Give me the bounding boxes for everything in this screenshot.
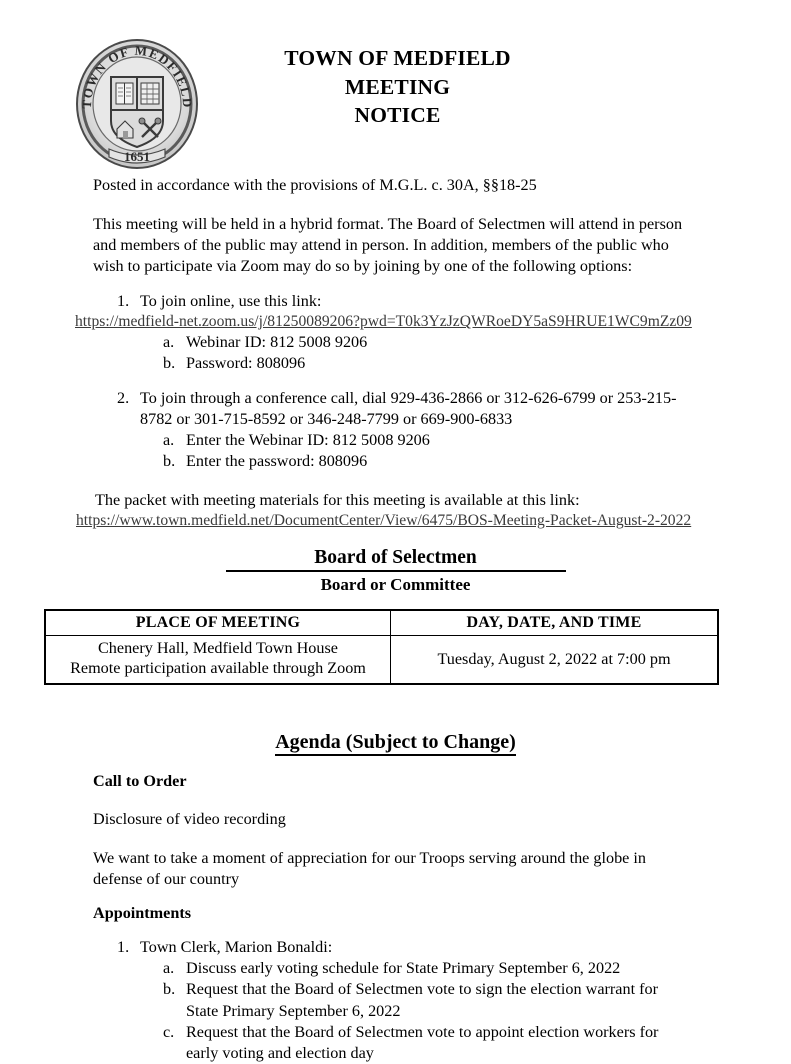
document-body	[0, 175, 791, 1064]
agenda-title	[0, 731, 791, 754]
list-marker: 2.	[117, 388, 130, 407]
agenda-item-1-text: Town Clerk, Marion Bonaldi:	[140, 938, 333, 957]
agenda-item-1b-text: Request that the Board of Selectmen vote to sign the election warrant for State Primary September 6, 2022	[186, 980, 658, 1020]
document-header	[0, 0, 791, 175]
svg-text:1651: 1651	[124, 149, 150, 164]
agenda-item-1c-text: Request that the Board of Selectmen vote to appoint election workers for early voting and election day	[186, 1022, 659, 1062]
join-option-2-text: To join through a conference call, dial 929-436-2866 or 312-626-6799 or 253-215-8782 or 301-715-8592 or 346-248-7799 or 669-900-6833	[140, 388, 677, 428]
title-line-1: TOWN OF MEDFIELD	[284, 46, 511, 70]
agenda-title-text: Agenda (Subject to Change)	[275, 731, 516, 756]
list-marker: 1.	[117, 938, 130, 957]
place-line-2: Remote participation available through Zoom	[70, 659, 366, 678]
svg-text:TOWN OF MEDFIELD: TOWN OF MEDFIELD	[78, 42, 196, 110]
join-option-1-text: To join online, use this link:	[140, 292, 322, 311]
join-option-1b	[163, 353, 693, 374]
list-marker: a.	[163, 332, 175, 351]
join-option-2b	[163, 451, 693, 472]
packet-text: The packet with meeting materials for this meeting is available at this link:	[95, 491, 580, 510]
disclosure-text: Disclosure of video recording	[93, 810, 286, 829]
agenda-item-1	[117, 937, 697, 958]
packet-link-line	[76, 511, 726, 530]
place-line-1: Chenery Hall, Medfield Town House	[98, 639, 338, 657]
zoom-meeting-link[interactable]: https://medfield-net.zoom.us/j/81250089206?pwd=T0k3YzJzQWRoeDY5aS9HRUE1WC9mZz09	[75, 313, 692, 331]
cell-day-date-time: Tuesday, August 2, 2022 at 7:00 pm	[391, 636, 719, 684]
agenda-item-1a	[163, 958, 693, 979]
posted-notice: Posted in accordance with the provisions of M.G.L. c. 30A, §§18-25	[93, 176, 537, 194]
document-title	[255, 44, 540, 130]
appointments-heading: Appointments	[93, 904, 192, 923]
list-marker: a.	[163, 431, 175, 450]
title-line-3: NOTICE	[354, 103, 441, 128]
board-name-rule	[226, 570, 566, 572]
zoom-link-line	[75, 312, 725, 331]
header-place-of-meeting: PLACE OF MEETING	[45, 610, 391, 636]
table-header-row	[45, 610, 718, 636]
join-option-1a	[163, 332, 693, 353]
agenda-item-1b	[163, 979, 693, 1021]
webinar-id-text: Webinar ID: 812 5008 9206	[186, 332, 368, 351]
call-to-order-heading: Call to Order	[93, 772, 187, 791]
header-day-date-time: DAY, DATE, AND TIME	[391, 610, 719, 636]
join-option-1	[117, 291, 697, 312]
board-name-heading	[0, 547, 791, 572]
enter-webinar-id-text: Enter the Webinar ID: 812 5008 9206	[186, 431, 430, 450]
packet-link[interactable]: https://www.town.medfield.net/DocumentCenter/View/6475/BOS-Meeting-Packet-August-2-2022	[76, 512, 692, 530]
agenda-item-1a-text: Discuss early voting schedule for State Primary September 6, 2022	[186, 959, 621, 978]
cell-place-of-meeting	[45, 636, 391, 684]
password-text: Password: 808096	[186, 353, 306, 372]
list-marker: b.	[163, 452, 176, 471]
table-body-row	[45, 636, 718, 684]
troops-appreciation-text: We want to take a moment of appreciation for our Troops serving around the globe in defense of our country	[93, 849, 646, 889]
board-caption: Board or Committee	[320, 575, 471, 595]
list-marker: b.	[163, 353, 176, 372]
join-option-2	[117, 388, 697, 430]
enter-password-text: Enter the password: 808096	[186, 452, 368, 471]
list-marker: b.	[163, 980, 176, 999]
title-line-2: MEETING	[344, 74, 451, 99]
list-marker: 1.	[117, 292, 130, 311]
join-option-2a	[163, 430, 693, 451]
list-marker: a.	[163, 959, 175, 978]
board-name: Board of Selectmen	[314, 546, 477, 568]
list-marker: c.	[163, 1022, 175, 1041]
town-seal-icon	[73, 37, 201, 171]
hybrid-format-paragraph: This meeting will be held in a hybrid format. The Board of Selectmen will attend in person and members of the public may attend in person. In addition, members of the public who wish to participate via Zoom may do so by joining by one of the following options:	[93, 215, 683, 276]
meeting-details-table	[44, 609, 719, 685]
agenda-item-1c	[163, 1022, 693, 1064]
